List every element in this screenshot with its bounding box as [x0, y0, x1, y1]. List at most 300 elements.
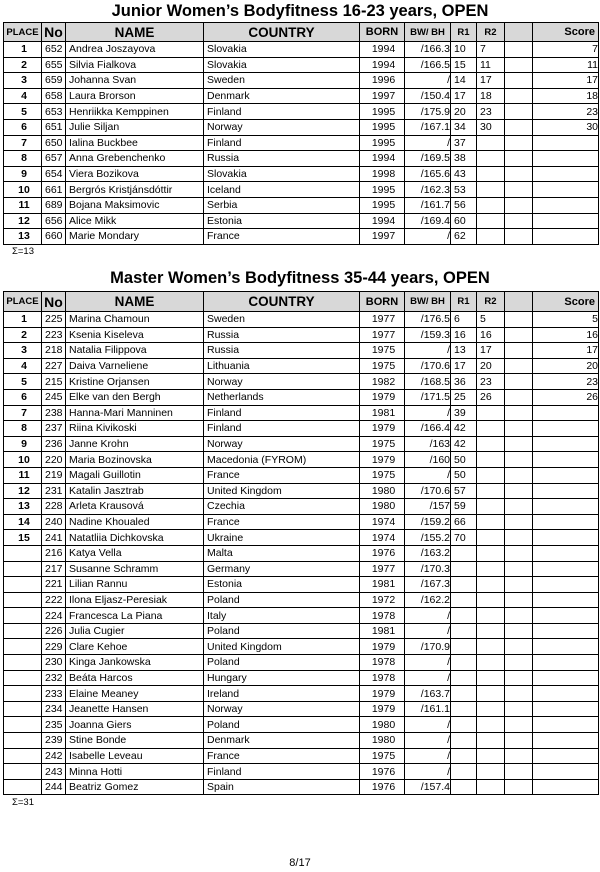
row-country: Slovakia	[204, 57, 360, 73]
row-born: 1995	[360, 119, 405, 135]
row-bw-bh: /160	[405, 452, 451, 468]
row-r1: 6	[451, 312, 477, 328]
row-r1: 38	[451, 151, 477, 167]
row-r2	[477, 467, 505, 483]
row-score	[533, 151, 599, 167]
row-born: 1972	[360, 592, 405, 608]
table-row	[4, 779, 599, 795]
row-bw-bh: /167.3	[405, 577, 451, 593]
table-row	[4, 686, 599, 702]
row-r1: 62	[451, 229, 477, 245]
row-r1: 14	[451, 73, 477, 89]
row-place: 1	[4, 312, 42, 328]
table-row	[4, 197, 599, 213]
table-row	[4, 343, 599, 359]
row-score: 7	[533, 42, 599, 58]
row-bw-bh: /176.5	[405, 312, 451, 328]
section-title-junior: Junior Women’s Bodyfitness 16-23 years, OPEN	[111, 2, 489, 20]
row-r1: 42	[451, 421, 477, 437]
row-bw-bh: /168.5	[405, 374, 451, 390]
row-place: 8	[4, 421, 42, 437]
row-name: Viera Bozikova	[66, 166, 204, 182]
row-blank	[505, 389, 533, 405]
row-country: Denmark	[204, 733, 360, 749]
row-score	[533, 779, 599, 795]
header-country: COUNTRY	[204, 23, 360, 42]
row-born: 1978	[360, 670, 405, 686]
row-born: 1981	[360, 577, 405, 593]
table-row	[4, 327, 599, 343]
row-number: 661	[42, 182, 66, 198]
table-row	[4, 499, 599, 515]
row-bw-bh: /165.6	[405, 166, 451, 182]
row-place: 6	[4, 389, 42, 405]
row-r2	[477, 405, 505, 421]
row-score	[533, 213, 599, 229]
row-bw-bh: /	[405, 343, 451, 359]
row-blank	[505, 213, 533, 229]
row-blank	[505, 374, 533, 390]
row-bw-bh: /	[405, 655, 451, 671]
row-name: Ialina Buckbee	[66, 135, 204, 151]
row-bw-bh: /167.1	[405, 119, 451, 135]
row-name: Johanna Svan	[66, 73, 204, 89]
header-no: No	[42, 292, 66, 312]
row-blank	[505, 514, 533, 530]
row-number: 652	[42, 42, 66, 58]
row-r2: 17	[477, 343, 505, 359]
row-bw-bh: /	[405, 467, 451, 483]
row-number: 658	[42, 88, 66, 104]
row-born: 1975	[360, 343, 405, 359]
row-blank	[505, 73, 533, 89]
row-number: 218	[42, 343, 66, 359]
header-born: BORN	[360, 292, 405, 312]
table-row	[4, 577, 599, 593]
row-r2	[477, 229, 505, 245]
header-place: PLACE	[4, 23, 42, 42]
row-country: Italy	[204, 608, 360, 624]
row-place: 2	[4, 57, 42, 73]
table-row	[4, 405, 599, 421]
row-place: 7	[4, 405, 42, 421]
row-name: Lilian Rannu	[66, 577, 204, 593]
row-r2	[477, 670, 505, 686]
row-number: 242	[42, 748, 66, 764]
table-row	[4, 655, 599, 671]
table-row	[4, 358, 599, 374]
row-r1	[451, 623, 477, 639]
row-r1	[451, 577, 477, 593]
row-name: Riina Kivikoski	[66, 421, 204, 437]
row-r1: 66	[451, 514, 477, 530]
table-row	[4, 42, 599, 58]
row-number: 657	[42, 151, 66, 167]
row-place: 13	[4, 499, 42, 515]
table-row	[4, 733, 599, 749]
row-born: 1981	[360, 623, 405, 639]
row-place	[4, 639, 42, 655]
results-table-master	[3, 291, 599, 795]
row-score	[533, 514, 599, 530]
row-place: 3	[4, 343, 42, 359]
header-r1: R1	[451, 23, 477, 42]
row-name: Katalin Jasztrab	[66, 483, 204, 499]
row-place: 1	[4, 42, 42, 58]
row-number: 241	[42, 530, 66, 546]
row-r1: 10	[451, 42, 477, 58]
row-born: 1979	[360, 701, 405, 717]
row-born: 1995	[360, 197, 405, 213]
row-score: 17	[533, 73, 599, 89]
row-name: Ilona Eljasz-Peresiak	[66, 592, 204, 608]
row-country: Norway	[204, 701, 360, 717]
row-score	[533, 655, 599, 671]
row-country: Finland	[204, 421, 360, 437]
row-place	[4, 764, 42, 780]
row-blank	[505, 717, 533, 733]
row-born: 1994	[360, 42, 405, 58]
row-place: 11	[4, 467, 42, 483]
row-bw-bh: /157.4	[405, 779, 451, 795]
row-r2	[477, 213, 505, 229]
row-number: 230	[42, 655, 66, 671]
table-row	[4, 166, 599, 182]
row-score: 5	[533, 312, 599, 328]
table-row	[4, 312, 599, 328]
table-row	[4, 119, 599, 135]
row-country: France	[204, 748, 360, 764]
row-bw-bh: /175.9	[405, 104, 451, 120]
row-r2	[477, 436, 505, 452]
row-bw-bh: /	[405, 229, 451, 245]
header-r2: R2	[477, 23, 505, 42]
row-r1: 17	[451, 358, 477, 374]
row-blank	[505, 327, 533, 343]
header-name: NAME	[66, 23, 204, 42]
row-r2	[477, 545, 505, 561]
row-country: Russia	[204, 151, 360, 167]
row-number: 217	[42, 561, 66, 577]
row-number: 654	[42, 166, 66, 182]
row-number: 224	[42, 608, 66, 624]
row-r2: 26	[477, 389, 505, 405]
row-number: 653	[42, 104, 66, 120]
row-score	[533, 452, 599, 468]
row-score	[533, 701, 599, 717]
row-bw-bh: /163.7	[405, 686, 451, 702]
row-place: 13	[4, 229, 42, 245]
row-score	[533, 608, 599, 624]
row-blank	[505, 779, 533, 795]
row-blank	[505, 467, 533, 483]
row-name: Bergrós Kristjánsdóttir	[66, 182, 204, 198]
row-name: Maria Bozinovska	[66, 452, 204, 468]
row-score	[533, 592, 599, 608]
table-row	[4, 514, 599, 530]
row-born: 1980	[360, 717, 405, 733]
row-blank	[505, 405, 533, 421]
row-r2	[477, 764, 505, 780]
row-blank	[505, 499, 533, 515]
row-blank	[505, 623, 533, 639]
row-score: 23	[533, 374, 599, 390]
row-place: 14	[4, 514, 42, 530]
row-score	[533, 717, 599, 733]
row-r2: 30	[477, 119, 505, 135]
row-number: 689	[42, 197, 66, 213]
row-blank	[505, 545, 533, 561]
row-name: Isabelle Leveau	[66, 748, 204, 764]
row-score	[533, 577, 599, 593]
row-score	[533, 135, 599, 151]
row-place	[4, 701, 42, 717]
row-bw-bh: /	[405, 73, 451, 89]
row-place	[4, 655, 42, 671]
row-score	[533, 686, 599, 702]
row-blank	[505, 530, 533, 546]
row-bw-bh: /162.2	[405, 592, 451, 608]
row-r1: 50	[451, 452, 477, 468]
table-row	[4, 389, 599, 405]
row-country: Spain	[204, 779, 360, 795]
row-name: Joanna Giers	[66, 717, 204, 733]
row-place: 12	[4, 213, 42, 229]
row-r1: 25	[451, 389, 477, 405]
row-number: 216	[42, 545, 66, 561]
row-born: 1976	[360, 545, 405, 561]
row-r2: 20	[477, 358, 505, 374]
row-name: Marie Mondary	[66, 229, 204, 245]
table-row	[4, 467, 599, 483]
row-name: Hanna-Mari Manninen	[66, 405, 204, 421]
row-r1	[451, 608, 477, 624]
row-place	[4, 608, 42, 624]
row-born: 1994	[360, 151, 405, 167]
row-country: Ukraine	[204, 530, 360, 546]
table-row	[4, 701, 599, 717]
table-row	[4, 717, 599, 733]
row-born: 1977	[360, 561, 405, 577]
row-number: 237	[42, 421, 66, 437]
row-name: Beatriz Gomez	[66, 779, 204, 795]
row-r2	[477, 717, 505, 733]
row-name: Susanne Schramm	[66, 561, 204, 577]
row-r1: 56	[451, 197, 477, 213]
row-country: Finland	[204, 135, 360, 151]
row-blank	[505, 151, 533, 167]
row-country: Estonia	[204, 213, 360, 229]
row-country: Czechia	[204, 499, 360, 515]
row-bw-bh: /	[405, 405, 451, 421]
row-name: Stine Bonde	[66, 733, 204, 749]
row-name: Nadine Khoualed	[66, 514, 204, 530]
row-country: Malta	[204, 545, 360, 561]
row-r1	[451, 592, 477, 608]
row-name: Anna Grebenchenko	[66, 151, 204, 167]
row-place: 10	[4, 452, 42, 468]
row-number: 222	[42, 592, 66, 608]
row-blank	[505, 343, 533, 359]
row-number: 656	[42, 213, 66, 229]
header-place: PLACE	[4, 292, 42, 312]
row-born: 1979	[360, 452, 405, 468]
row-bw-bh: /161.1	[405, 701, 451, 717]
row-bw-bh: /163	[405, 436, 451, 452]
row-blank	[505, 135, 533, 151]
table-row	[4, 88, 599, 104]
header-score: Score	[533, 23, 599, 42]
row-name: Ksenia Kiseleva	[66, 327, 204, 343]
table-row	[4, 151, 599, 167]
row-born: 1979	[360, 421, 405, 437]
row-r2	[477, 779, 505, 795]
row-blank	[505, 42, 533, 58]
row-number: 244	[42, 779, 66, 795]
row-born: 1978	[360, 608, 405, 624]
row-score	[533, 166, 599, 182]
row-r1: 60	[451, 213, 477, 229]
row-born: 1995	[360, 182, 405, 198]
row-name: Julia Cugier	[66, 623, 204, 639]
row-name: Clare Kehoe	[66, 639, 204, 655]
row-country: Hungary	[204, 670, 360, 686]
row-score: 23	[533, 104, 599, 120]
participant-count-junior: Σ=13	[12, 246, 34, 257]
row-born: 1979	[360, 686, 405, 702]
row-born: 1980	[360, 499, 405, 515]
row-bw-bh: /	[405, 717, 451, 733]
row-score: 11	[533, 57, 599, 73]
row-number: 221	[42, 577, 66, 593]
row-country: Poland	[204, 717, 360, 733]
participant-count-master: Σ=31	[12, 797, 34, 808]
row-r1: 15	[451, 57, 477, 73]
row-place: 4	[4, 88, 42, 104]
header-bw-bh: BW/ BH	[405, 23, 451, 42]
row-bw-bh: /155.2	[405, 530, 451, 546]
row-bw-bh: /157	[405, 499, 451, 515]
row-name: Silvia Fialkova	[66, 57, 204, 73]
row-r2: 17	[477, 73, 505, 89]
row-born: 1976	[360, 779, 405, 795]
row-r2	[477, 701, 505, 717]
row-blank	[505, 119, 533, 135]
row-born: 1978	[360, 655, 405, 671]
row-r2	[477, 623, 505, 639]
row-country: Norway	[204, 119, 360, 135]
results-table-junior	[3, 22, 599, 245]
row-name: Henriikka Kemppinen	[66, 104, 204, 120]
row-number: 227	[42, 358, 66, 374]
row-r2	[477, 166, 505, 182]
row-r2	[477, 151, 505, 167]
row-r2: 23	[477, 104, 505, 120]
row-bw-bh: /170.9	[405, 639, 451, 655]
row-r2: 5	[477, 312, 505, 328]
row-name: Magali Guillotin	[66, 467, 204, 483]
row-place	[4, 686, 42, 702]
row-place: 9	[4, 166, 42, 182]
row-score	[533, 670, 599, 686]
row-score: 16	[533, 327, 599, 343]
row-r1	[451, 748, 477, 764]
row-country: Poland	[204, 592, 360, 608]
row-r2	[477, 197, 505, 213]
row-score: 17	[533, 343, 599, 359]
row-name: Jeanette Hansen	[66, 701, 204, 717]
row-r1: 17	[451, 88, 477, 104]
row-number: 225	[42, 312, 66, 328]
row-blank	[505, 421, 533, 437]
row-place: 5	[4, 104, 42, 120]
row-blank	[505, 452, 533, 468]
row-score: 30	[533, 119, 599, 135]
row-place: 11	[4, 197, 42, 213]
row-r1: 53	[451, 182, 477, 198]
row-r1: 70	[451, 530, 477, 546]
row-r2	[477, 561, 505, 577]
row-country: Macedonia (FYROM)	[204, 452, 360, 468]
row-number: 236	[42, 436, 66, 452]
row-name: Francesca La Piana	[66, 608, 204, 624]
row-r2	[477, 530, 505, 546]
row-bw-bh: /	[405, 623, 451, 639]
row-born: 1975	[360, 467, 405, 483]
row-score	[533, 639, 599, 655]
row-born: 1994	[360, 57, 405, 73]
table-row	[4, 57, 599, 73]
row-country: Slovakia	[204, 166, 360, 182]
row-score	[533, 530, 599, 546]
row-born: 1994	[360, 213, 405, 229]
row-place: 8	[4, 151, 42, 167]
row-number: 219	[42, 467, 66, 483]
row-born: 1974	[360, 530, 405, 546]
row-country: Norway	[204, 374, 360, 390]
row-number: 234	[42, 701, 66, 717]
row-r2	[477, 655, 505, 671]
row-score	[533, 467, 599, 483]
row-r2: 16	[477, 327, 505, 343]
row-place: 4	[4, 358, 42, 374]
row-bw-bh: /166.3	[405, 42, 451, 58]
row-place: 2	[4, 327, 42, 343]
row-blank	[505, 639, 533, 655]
row-blank	[505, 57, 533, 73]
row-bw-bh: /169.5	[405, 151, 451, 167]
row-score	[533, 229, 599, 245]
row-number: 232	[42, 670, 66, 686]
row-r2: 11	[477, 57, 505, 73]
row-bw-bh: /166.5	[405, 57, 451, 73]
row-number: 235	[42, 717, 66, 733]
section-title-master: Master Women’s Bodyfitness 35-44 years, OPEN	[110, 269, 490, 287]
row-blank	[505, 592, 533, 608]
row-place: 9	[4, 436, 42, 452]
header-bw-bh: BW/ BH	[405, 292, 451, 312]
header-no: No	[42, 23, 66, 42]
row-name: Janne Krohn	[66, 436, 204, 452]
row-r1	[451, 717, 477, 733]
row-blank	[505, 733, 533, 749]
table-row	[4, 592, 599, 608]
row-r1: 34	[451, 119, 477, 135]
row-name: Julie Siljan	[66, 119, 204, 135]
row-place	[4, 545, 42, 561]
row-score	[533, 499, 599, 515]
row-r1	[451, 701, 477, 717]
